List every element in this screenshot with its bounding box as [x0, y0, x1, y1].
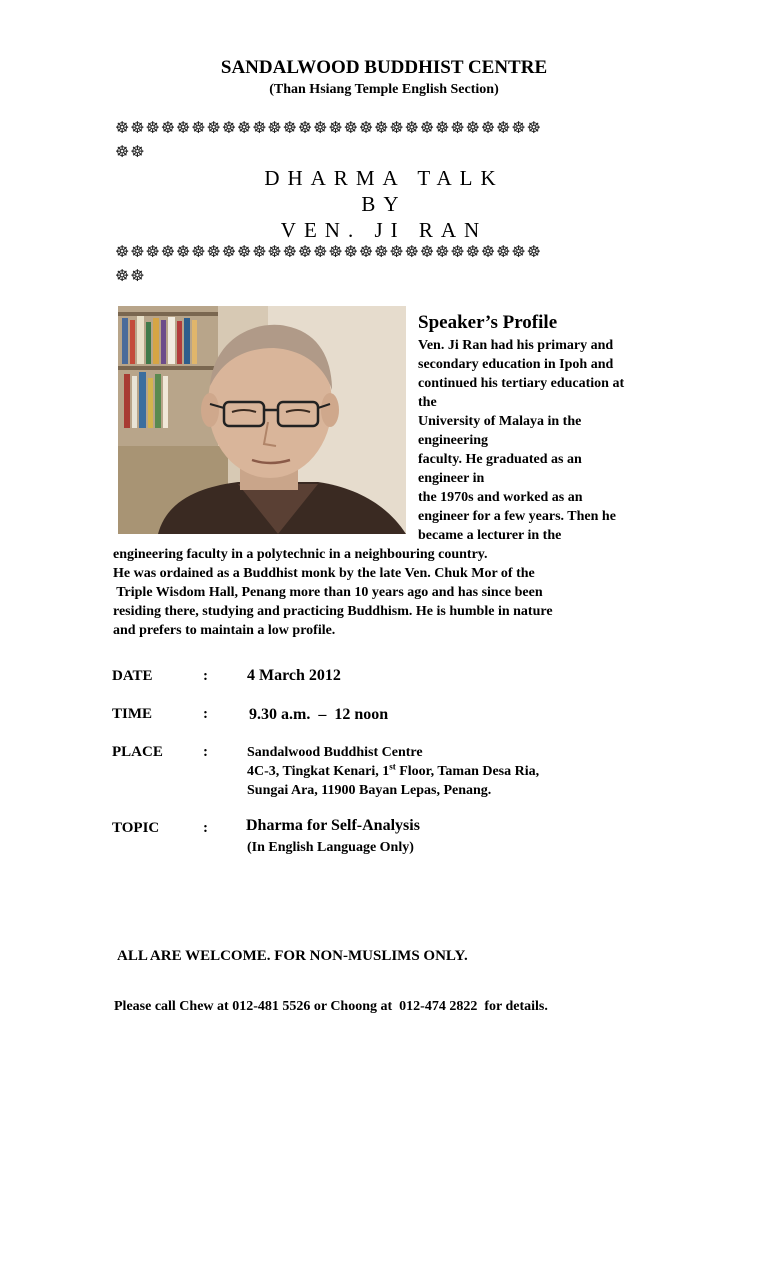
profile-line: residing there, studying and practicing Buddhism. He is humble in nature — [113, 604, 553, 619]
profile-line: University of Malaya in the — [418, 414, 582, 429]
place-colon: : — [203, 744, 208, 760]
profile-line: became a lecturer in the — [418, 528, 562, 543]
place-line-2-superscript: st — [389, 761, 396, 772]
place-line-3: Sungai Ara, 11900 Bayan Lepas, Penang. — [247, 783, 492, 798]
welcome-notice: ALL ARE WELCOME. FOR NON-MUSLIMS ONLY. — [117, 948, 468, 964]
contact-info: Please call Chew at 012-481 5526 or Choong at 012-474 2822 for details. — [114, 999, 548, 1014]
time-label: TIME — [112, 706, 153, 722]
profile-line: engineer in — [418, 471, 485, 486]
profile-line: He was ordained as a Buddhist monk by the late Ven. Chuk Mor of the — [113, 566, 535, 581]
profile-line: faculty. He graduated as an — [418, 452, 582, 467]
profile-line: engineer for a few years. Then he — [418, 509, 616, 524]
dharma-wheel-icon-border-bottom — [115, 241, 655, 289]
speaker-profile-heading: Speaker’s Profile — [418, 312, 558, 333]
date-label: DATE — [112, 668, 153, 684]
profile-line: engineering faculty in a polytechnic in a neighbouring country. — [113, 547, 488, 562]
place-line-2 — [247, 761, 540, 780]
speaker-profile-text-full — [113, 545, 653, 640]
place-line-1: Sandalwood Buddhist Centre — [247, 745, 423, 760]
speaker-photo — [118, 306, 406, 534]
dharma-wheel-icon-row: ☸☸☸☸☸☸☸☸☸☸☸☸☸☸☸☸☸☸☸☸☸☸☸☸☸☸☸☸ — [115, 244, 542, 261]
date-value: 4 March 2012 — [247, 667, 341, 684]
place-line-2-part-a: 4C-3, Tingkat Kenari, 1 — [247, 764, 390, 779]
profile-line: Triple Wisdom Hall, Penang more than 10 years ago and has since been — [113, 585, 543, 600]
organization-title: SANDALWOOD BUDDHIST CENTRE — [220, 57, 548, 78]
time-value: 9.30 a.m. – 12 noon — [249, 706, 389, 723]
organization-subtitle: (Than Hsiang Temple English Section) — [269, 82, 499, 97]
topic-value: Dharma for Self-Analysis — [246, 817, 420, 834]
dharma-wheel-icon-row: ☸☸☸☸☸☸☸☸☸☸☸☸☸☸☸☸☸☸☸☸☸☸☸☸☸☸☸☸ — [115, 120, 542, 137]
profile-line: engineering — [418, 433, 488, 448]
topic-note: (In English Language Only) — [247, 840, 414, 855]
place-label: PLACE — [112, 744, 163, 760]
dharma-wheel-icon-border-top — [115, 117, 655, 165]
place-line-2-part-b: Floor, Taman Desa Ria, — [395, 764, 540, 779]
profile-line: Ven. Ji Ran had his primary and — [418, 338, 614, 353]
profile-line: continued his tertiary education at — [418, 376, 625, 391]
dharma-wheel-icon-row: ☸☸ — [115, 144, 146, 161]
profile-line: the 1970s and worked as an — [418, 490, 583, 505]
date-colon: : — [203, 668, 208, 684]
speaker-profile-text-wrapped — [418, 336, 658, 545]
event-heading-line1: DHARMA TALK — [264, 166, 504, 190]
profile-line: the — [418, 395, 437, 410]
profile-line: secondary education in Ipoh and — [418, 357, 614, 372]
profile-line: and prefers to maintain a low profile. — [113, 623, 336, 638]
event-heading-speaker: VEN. JI RAN — [280, 218, 488, 242]
time-colon: : — [203, 706, 208, 722]
dharma-wheel-icon-row: ☸☸ — [115, 268, 146, 285]
topic-colon: : — [203, 820, 208, 836]
topic-label: TOPIC — [112, 820, 160, 836]
event-heading-line2: BY — [361, 192, 407, 216]
